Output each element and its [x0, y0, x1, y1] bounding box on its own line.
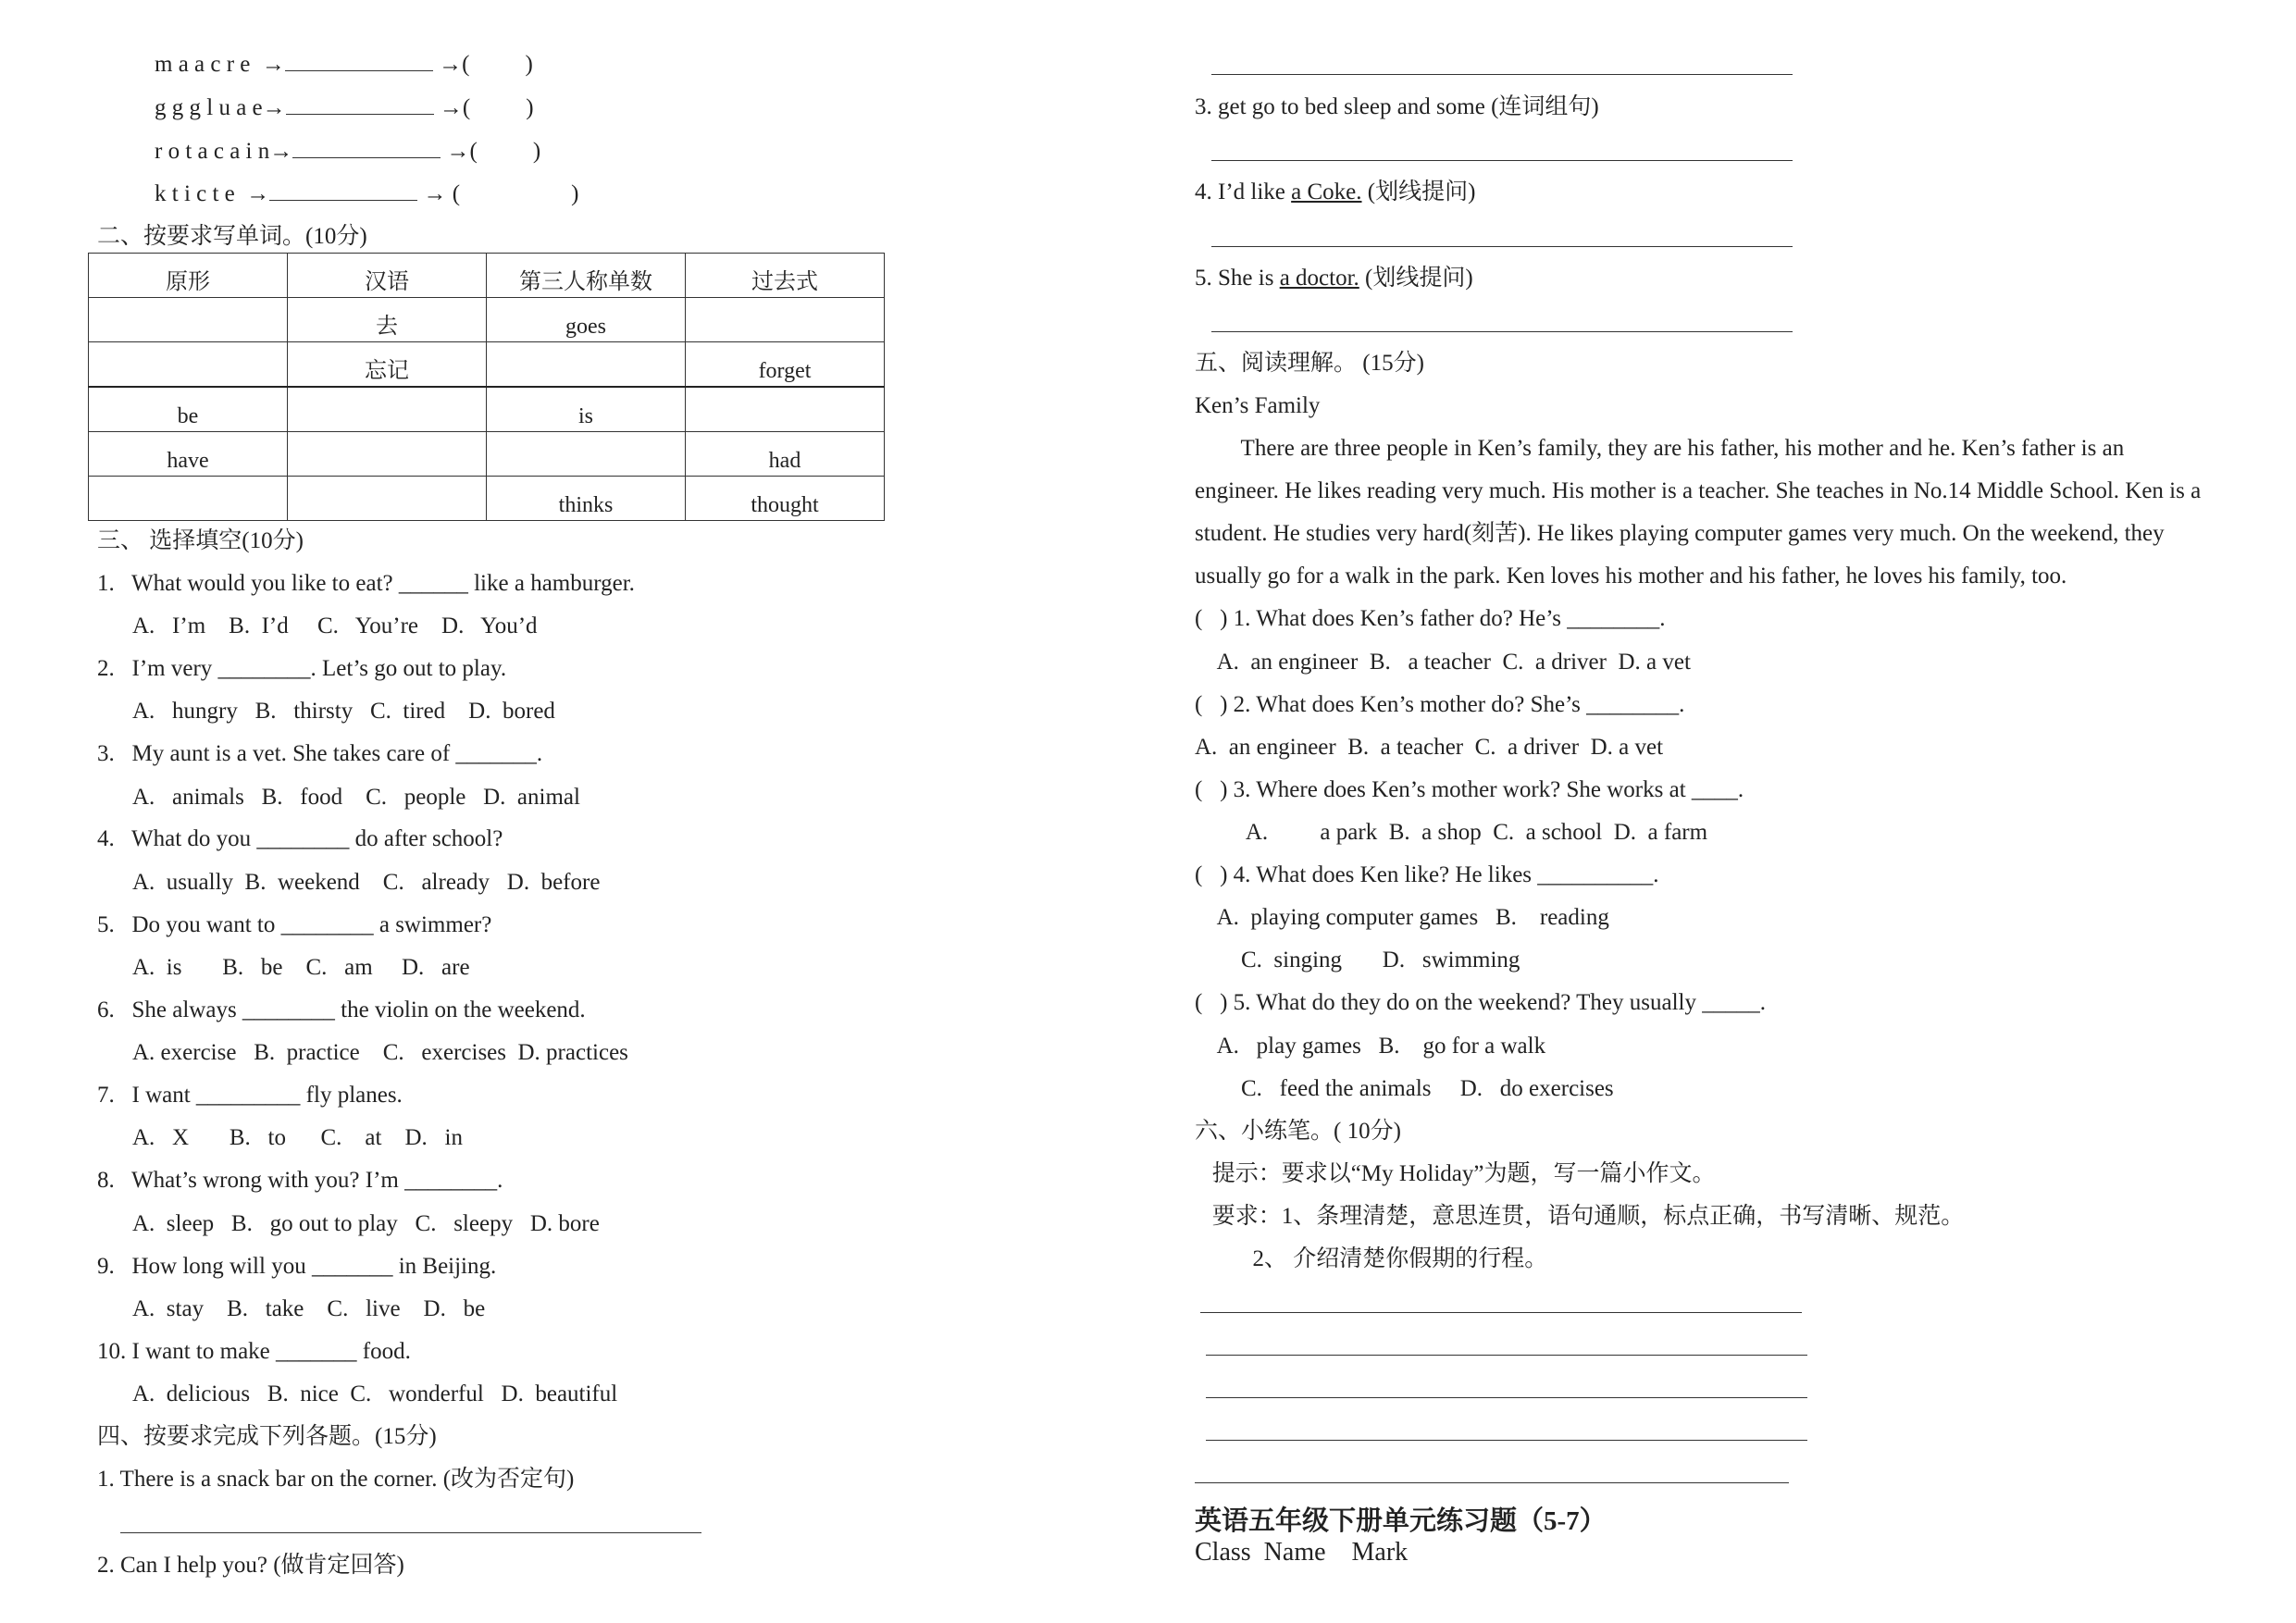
options-10: A. delicious B. nice C. wonderful D. beautiful	[132, 1381, 618, 1406]
writing-requirement: 要求：1、条理清楚，意思连贯，语句通顺，标点正确，书写清晰、规范。	[1195, 1204, 1965, 1229]
writing-line[interactable]	[1206, 1397, 1807, 1398]
reading-options: A. an engineer B. a teacher C. a driver D. a vet	[1195, 735, 1664, 760]
scramble-paren-close: )	[526, 95, 534, 120]
scramble-paren-close: )	[571, 181, 579, 206]
reading-question: ( ) 1. What does Ken’s father do? He’s ________.	[1195, 606, 1666, 631]
scramble-line-1: m a a c r e → →( )	[155, 52, 533, 77]
question-instruction: (划线提问)	[1359, 266, 1473, 291]
question-4: 4. What do you ________ do after school?	[97, 826, 503, 851]
table-cell[interactable]	[89, 298, 288, 342]
underlined-phrase: a doctor.	[1279, 266, 1359, 291]
passage-title: Ken’s Family	[1195, 393, 1321, 418]
answer-line[interactable]	[120, 1532, 701, 1533]
table-cell[interactable]	[89, 342, 288, 388]
table-cell[interactable]	[686, 298, 885, 342]
table-cell[interactable]	[288, 477, 487, 521]
passage-line: There are three people in Ken’s family, they are his father, his mother and he. Ken’s father is an	[1195, 436, 2125, 461]
scramble-letters: r o t a c a i n	[155, 139, 270, 164]
writing-requirement: 2、 介绍清楚你假期的行程。	[1195, 1246, 1548, 1271]
scramble-paren-open: →(	[439, 52, 470, 77]
table-cell[interactable]	[487, 432, 686, 477]
scramble-letters: m a a c r e	[155, 52, 251, 77]
question-instruction: (划线提问)	[1361, 180, 1476, 204]
writing-line[interactable]	[1206, 1355, 1807, 1356]
table-cell[interactable]	[89, 477, 288, 521]
scramble-letters: k t i c t e	[155, 181, 235, 206]
question-text: 5. She is	[1195, 266, 1280, 291]
writing-line[interactable]	[1206, 1440, 1807, 1441]
table-cell[interactable]	[686, 387, 885, 432]
question-2: 2. I’m very ________. Let’s go out to play.	[97, 656, 507, 681]
section6-heading: 六、小练笔。( 10分)	[1195, 1119, 1401, 1144]
scramble-blank[interactable]	[292, 137, 441, 158]
section3-heading: 三、 选择填空(10分)	[97, 528, 304, 553]
reading-question: ( ) 2. What does Ken’s mother do? She’s ________.	[1195, 692, 1685, 717]
reading-options: A. a park B. a shop C. a school D. a farm	[1195, 820, 1708, 845]
options-4: A. usually B. weekend C. already D. before	[132, 870, 601, 895]
scramble-paren-open: → (	[423, 181, 461, 206]
scramble-blank[interactable]	[285, 50, 433, 71]
reading-options: A. playing computer games B. reading	[1195, 905, 1609, 930]
options-9: A. stay B. take C. live D. be	[132, 1296, 486, 1321]
options-6: A. exercise B. practice C. exercises D. practices	[132, 1040, 628, 1065]
answer-line[interactable]	[1211, 331, 1793, 332]
scramble-letters: g g g l u a e	[155, 95, 263, 120]
scramble-paren-close: )	[525, 52, 533, 77]
scramble-paren-close: )	[532, 139, 541, 164]
answer-line[interactable]	[1211, 160, 1793, 161]
exam-title: 英语五年级下册单元练习题（5-7）	[1195, 1506, 1607, 1536]
rewrite-question-1: 1. There is a snack bar on the corner. (改为否定句)	[97, 1467, 575, 1492]
passage-line: student. He studies very hard(刻苦). He likes playing computer games very much. On the weekend, they	[1195, 521, 2165, 546]
scramble-line-4: k t i c t e → → ( )	[155, 181, 579, 206]
scramble-line-3: r o t a c a i n→ →( )	[155, 139, 541, 164]
question-5: 5. Do you want to ________ a swimmer?	[97, 912, 492, 937]
options-5: A. is B. be C. am D. are	[132, 955, 470, 980]
table-cell: goes	[487, 298, 686, 342]
section5-heading: 五、阅读理解。 (15分)	[1195, 351, 1424, 376]
passage-line: engineer. He likes reading very much. His mother is a teacher. She teaches in No.14 Middle School. Ken is a	[1195, 478, 2202, 503]
options-3: A. animals B. food C. people D. animal	[132, 785, 580, 810]
writing-line[interactable]	[1200, 1312, 1802, 1313]
writing-line[interactable]	[1195, 1482, 1789, 1483]
scramble-line-2: g g g l u a e→ →( )	[155, 95, 534, 120]
options-2: A. hungry B. thirsty C. tired D. bored	[132, 699, 555, 724]
reading-question: ( ) 5. What do they do on the weekend? They usually _____.	[1195, 990, 1766, 1015]
table-cell: 去	[288, 298, 487, 342]
table-cell: forget	[686, 342, 885, 388]
section2-heading: 二、按要求写单词。(10分)	[97, 224, 367, 249]
options-1: A. I’m B. I’d C. You’re D. You’d	[132, 613, 538, 638]
question-8: 8. What’s wrong with you? I’m ________.	[97, 1168, 503, 1193]
question-6: 6. She always ________ the violin on the weekend.	[97, 997, 586, 1022]
rewrite-question-3: 3. get go to bed sleep and some (连词组句)	[1195, 94, 1599, 119]
class-name-mark-line: Class Name Mark	[1195, 1538, 1409, 1567]
scramble-paren-open: →(	[446, 139, 478, 164]
answer-line[interactable]	[1211, 74, 1793, 75]
table-header-cell: 汉语	[288, 254, 487, 298]
reading-options: A. an engineer B. a teacher C. a driver D. a vet	[1195, 650, 1691, 675]
scramble-blank[interactable]	[269, 180, 417, 201]
table-cell: be	[89, 387, 288, 432]
reading-options: A. play games B. go for a walk	[1195, 1034, 1546, 1059]
question-9: 9. How long will you _______ in Beijing.	[97, 1254, 497, 1279]
table-cell: have	[89, 432, 288, 477]
scramble-paren-open: →(	[439, 95, 471, 120]
question-10: 10. I want to make _______ food.	[97, 1339, 411, 1364]
answer-line[interactable]	[1211, 246, 1793, 247]
underlined-phrase: a Coke.	[1291, 180, 1362, 204]
table-row	[89, 387, 885, 432]
writing-hint: 提示：要求以“My Holiday”为题，写一篇小作文。	[1195, 1161, 1716, 1186]
table-header-row	[89, 254, 885, 298]
reading-question: ( ) 3. Where does Ken’s mother work? She works at ____.	[1195, 777, 1744, 802]
table-cell: thought	[686, 477, 885, 521]
table-row	[89, 432, 885, 477]
table-cell[interactable]	[288, 387, 487, 432]
section4-heading: 四、按要求完成下列各题。(15分)	[97, 1424, 437, 1449]
table-header-cell: 第三人称单数	[487, 254, 686, 298]
options-7: A. X B. to C. at D. in	[132, 1125, 463, 1150]
reading-question: ( ) 4. What does Ken like? He likes __________.	[1195, 862, 1659, 887]
options-8: A. sleep B. go out to play C. sleepy D. bore	[132, 1211, 600, 1236]
table-cell: thinks	[487, 477, 686, 521]
question-text: 4. I’d like	[1195, 180, 1292, 204]
rewrite-question-5	[1195, 264, 1473, 293]
rewrite-question-4	[1195, 178, 1475, 207]
table-row	[89, 298, 885, 342]
table-cell: had	[686, 432, 885, 477]
table-cell: is	[487, 387, 686, 432]
reading-options: C. singing D. swimming	[1195, 948, 1520, 973]
rewrite-question-2: 2. Can I help you? (做肯定回答)	[97, 1553, 404, 1578]
scramble-blank[interactable]	[286, 93, 434, 115]
table-cell: 忘记	[288, 342, 487, 388]
passage-line: usually go for a walk in the park. Ken loves his mother and his father, he loves his family, too.	[1195, 564, 2067, 588]
word-form-table	[88, 253, 885, 521]
question-3: 3. My aunt is a vet. She takes care of _______.	[97, 741, 543, 766]
question-7: 7. I want _________ fly planes.	[97, 1083, 403, 1108]
reading-options: C. feed the animals D. do exercises	[1195, 1076, 1614, 1101]
table-row	[89, 477, 885, 521]
table-header-cell: 过去式	[686, 254, 885, 298]
table-header-cell: 原形	[89, 254, 288, 298]
question-1: 1. What would you like to eat? ______ like a hamburger.	[97, 571, 635, 596]
table-cell[interactable]	[487, 342, 686, 388]
table-cell[interactable]	[288, 432, 487, 477]
table-row	[89, 342, 885, 388]
